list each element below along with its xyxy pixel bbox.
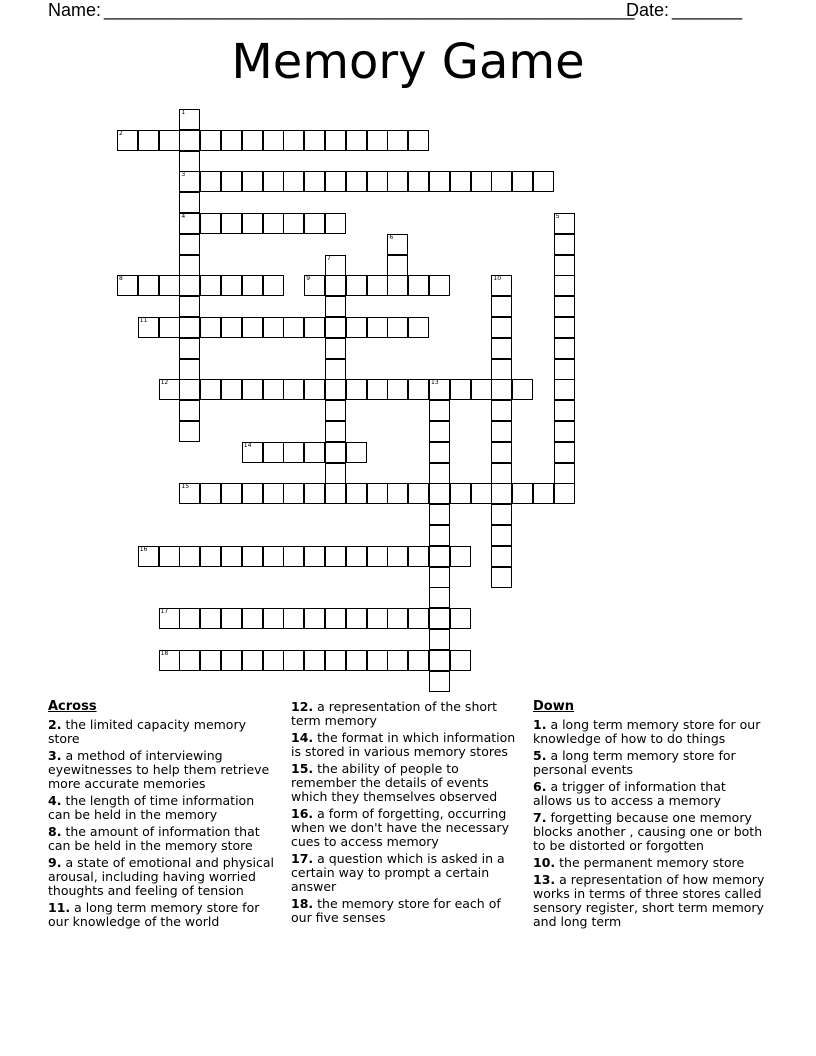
- grid-cell[interactable]: [387, 275, 408, 296]
- grid-cell[interactable]: [200, 379, 221, 400]
- grid-cell[interactable]: [179, 483, 200, 504]
- grid-cell[interactable]: [325, 463, 346, 484]
- grid-cell[interactable]: [117, 130, 138, 151]
- grid-cell[interactable]: [491, 379, 512, 400]
- grid-cell[interactable]: [512, 379, 533, 400]
- grid-cell[interactable]: [429, 483, 450, 504]
- grid-cell[interactable]: [429, 421, 450, 442]
- grid-cell[interactable]: [117, 275, 138, 296]
- grid-cell[interactable]: [554, 400, 575, 421]
- grid-cell[interactable]: [387, 171, 408, 192]
- grid-cell[interactable]: [429, 546, 450, 567]
- grid-cell[interactable]: [325, 608, 346, 629]
- grid-cell[interactable]: [554, 463, 575, 484]
- grid-cell[interactable]: [491, 275, 512, 296]
- across-heading: Across: [48, 699, 97, 714]
- grid-cell[interactable]: [367, 379, 388, 400]
- grid-cell[interactable]: [325, 171, 346, 192]
- grid-cell[interactable]: [221, 213, 242, 234]
- grid-cell[interactable]: [263, 650, 284, 671]
- clue-number: 13: [431, 379, 439, 387]
- grid-cell[interactable]: [304, 483, 325, 504]
- clue-number: 3: [181, 171, 186, 179]
- down-heading: Down: [533, 699, 574, 714]
- grid-cell[interactable]: [221, 130, 242, 151]
- grid-cell[interactable]: [408, 171, 429, 192]
- grid-cell[interactable]: [179, 359, 200, 380]
- grid-cell[interactable]: [179, 213, 200, 234]
- grid-cell[interactable]: [242, 130, 263, 151]
- grid-cell[interactable]: [325, 338, 346, 359]
- grid-cell[interactable]: [325, 213, 346, 234]
- grid-cell[interactable]: [159, 608, 180, 629]
- grid-cell[interactable]: [242, 213, 263, 234]
- grid-cell[interactable]: [554, 483, 575, 504]
- clue-number: 2: [119, 129, 123, 137]
- grid-cell[interactable]: [325, 379, 346, 400]
- grid-cell[interactable]: [408, 130, 429, 151]
- grid-cell[interactable]: [491, 359, 512, 380]
- grid-cell[interactable]: [554, 213, 575, 234]
- grid-cell[interactable]: [304, 442, 325, 463]
- grid-cell[interactable]: [408, 608, 429, 629]
- clue-number: 1: [181, 109, 186, 116]
- clue-down-6: 6. a trigger of information that allows us to access a memory: [533, 779, 726, 808]
- grid-cell[interactable]: [179, 171, 200, 192]
- grid-cell[interactable]: [491, 400, 512, 421]
- date-blank[interactable]: _______: [672, 0, 743, 20]
- grid-cell[interactable]: [263, 608, 284, 629]
- grid-cell[interactable]: [179, 151, 200, 172]
- grid-cell[interactable]: [179, 400, 200, 421]
- grid-cell[interactable]: [242, 483, 263, 504]
- grid-cell[interactable]: [450, 546, 471, 567]
- grid-cell[interactable]: [304, 650, 325, 671]
- grid-cell[interactable]: [429, 629, 450, 650]
- clue-down-1: 1. a long term memory store for our knowledge of how to do things: [533, 717, 761, 746]
- grid-cell[interactable]: [283, 317, 304, 338]
- grid-cell[interactable]: [283, 442, 304, 463]
- grid-cell[interactable]: [159, 650, 180, 671]
- clue-across-17: 17. a question which is asked in a certain way to prompt a certain answer: [291, 851, 505, 894]
- grid-cell[interactable]: [387, 130, 408, 151]
- grid-cell[interactable]: [325, 275, 346, 296]
- clue-number: 8: [119, 275, 123, 283]
- clue-number: 6: [389, 233, 394, 241]
- grid-cell[interactable]: [429, 400, 450, 421]
- grid-cell[interactable]: [179, 379, 200, 400]
- grid-cell[interactable]: [554, 296, 575, 317]
- grid-cell[interactable]: [304, 275, 325, 296]
- grid-cell[interactable]: [491, 442, 512, 463]
- grid-cell[interactable]: [283, 608, 304, 629]
- grid-cell[interactable]: [179, 130, 200, 151]
- grid-cell[interactable]: [242, 275, 263, 296]
- grid-cell[interactable]: [429, 587, 450, 608]
- grid-cell[interactable]: [325, 130, 346, 151]
- grid-cell[interactable]: [491, 463, 512, 484]
- grid-cell[interactable]: [429, 171, 450, 192]
- grid-cell[interactable]: [450, 483, 471, 504]
- grid-cell[interactable]: [367, 130, 388, 151]
- clue-across-14: 14. the format in which information is stored in various memory stores: [291, 730, 516, 759]
- grid-cell[interactable]: [263, 130, 284, 151]
- grid-cell[interactable]: [242, 608, 263, 629]
- grid-cell[interactable]: [221, 317, 242, 338]
- grid-cell[interactable]: [179, 275, 200, 296]
- grid-cell[interactable]: [346, 379, 367, 400]
- grid-cell[interactable]: [242, 317, 263, 338]
- grid-cell[interactable]: [346, 317, 367, 338]
- grid-cell[interactable]: [325, 255, 346, 276]
- grid-cell[interactable]: [346, 171, 367, 192]
- grid-cell[interactable]: [325, 359, 346, 380]
- grid-cell[interactable]: [242, 379, 263, 400]
- clue-across-9: 9. a state of emotional and physical arousal, including having worried thoughts and feeling of tension: [48, 855, 275, 898]
- grid-cell[interactable]: [304, 317, 325, 338]
- grid-cell[interactable]: [179, 192, 200, 213]
- grid-cell[interactable]: [367, 171, 388, 192]
- grid-cell[interactable]: [179, 109, 200, 130]
- grid-cell[interactable]: [387, 483, 408, 504]
- grid-cell[interactable]: [179, 234, 200, 255]
- grid-cell[interactable]: [491, 546, 512, 567]
- clue-across-2: 2. the limited capacity memory store: [48, 717, 246, 746]
- clue-across-8: 8. the amount of information that can be held in the memory store: [48, 824, 260, 853]
- grid-cell[interactable]: [283, 171, 304, 192]
- grid-cell[interactable]: [491, 171, 512, 192]
- grid-cell[interactable]: [554, 379, 575, 400]
- grid-cell[interactable]: [138, 130, 159, 151]
- grid-cell[interactable]: [554, 317, 575, 338]
- name-blank[interactable]: _____________________________________________________: [104, 0, 635, 20]
- grid-cell[interactable]: [367, 650, 388, 671]
- grid-cell[interactable]: [179, 317, 200, 338]
- grid-cell[interactable]: [283, 213, 304, 234]
- grid-cell[interactable]: [367, 483, 388, 504]
- grid-cell[interactable]: [242, 171, 263, 192]
- grid-cell[interactable]: [159, 317, 180, 338]
- grid-cell[interactable]: [408, 275, 429, 296]
- grid-cell[interactable]: [304, 171, 325, 192]
- grid-cell[interactable]: [179, 421, 200, 442]
- clue-down-5: 5. a long term memory store for personal events: [533, 748, 736, 777]
- grid-cell[interactable]: [325, 421, 346, 442]
- clue-number: 9: [306, 275, 311, 283]
- grid-cell[interactable]: [325, 400, 346, 421]
- grid-cell[interactable]: [200, 213, 221, 234]
- clue-down-7: 7. forgetting because one memory blocks another , causing one or both to be distorted or forgotten: [533, 810, 763, 853]
- clue-number: 7: [327, 254, 331, 262]
- grid-cell[interactable]: [138, 275, 159, 296]
- grid-cell[interactable]: [554, 442, 575, 463]
- grid-cell[interactable]: [159, 275, 180, 296]
- grid-cell[interactable]: [179, 296, 200, 317]
- clue-number: 15: [181, 483, 190, 491]
- grid-cell[interactable]: [221, 650, 242, 671]
- grid-cell[interactable]: [429, 463, 450, 484]
- grid-cell[interactable]: [283, 650, 304, 671]
- grid-cell[interactable]: [263, 317, 284, 338]
- grid-cell[interactable]: [491, 317, 512, 338]
- grid-cell[interactable]: [491, 483, 512, 504]
- grid-cell[interactable]: [408, 650, 429, 671]
- grid-cell[interactable]: [221, 171, 242, 192]
- grid-cell[interactable]: [554, 421, 575, 442]
- grid-cell[interactable]: [533, 483, 554, 504]
- grid-cell[interactable]: [200, 650, 221, 671]
- grid-cell[interactable]: [283, 130, 304, 151]
- across-clues-col1: [48, 700, 276, 932]
- grid-cell[interactable]: [179, 608, 200, 629]
- grid-cell[interactable]: [429, 504, 450, 525]
- grid-cell[interactable]: [325, 442, 346, 463]
- clue-across-3: 3. a method of interviewing eyewitnesses to help them retrieve more accurate memories: [48, 748, 270, 791]
- grid-cell[interactable]: [200, 483, 221, 504]
- grid-cell[interactable]: [367, 608, 388, 629]
- clue-number: 14: [243, 441, 252, 449]
- grid-cell[interactable]: [200, 130, 221, 151]
- clue-number: 12: [160, 379, 169, 387]
- grid-cell[interactable]: [242, 546, 263, 567]
- clue-across-18: 18. the memory store for each of our five senses: [291, 896, 501, 925]
- grid-cell[interactable]: [325, 483, 346, 504]
- grid-cell[interactable]: [179, 650, 200, 671]
- clue-across-4: 4. the length of time information can be held in the memory: [48, 793, 255, 822]
- grid-cell[interactable]: [429, 525, 450, 546]
- grid-cell[interactable]: [179, 546, 200, 567]
- grid-cell[interactable]: [263, 483, 284, 504]
- grid-cell[interactable]: [471, 483, 492, 504]
- grid-cell[interactable]: [304, 213, 325, 234]
- grid-cell[interactable]: [512, 171, 533, 192]
- grid-cell[interactable]: [263, 379, 284, 400]
- clue-number: 17: [160, 608, 169, 616]
- grid-cell[interactable]: [491, 504, 512, 525]
- page-title: Memory Game: [231, 34, 585, 90]
- grid-cell[interactable]: [429, 671, 450, 692]
- grid-cell[interactable]: [346, 650, 367, 671]
- clue-down-13: 13. a representation of how memory works in terms of three stores called sensory register, short term memory and long term: [533, 872, 765, 929]
- grid-cell[interactable]: [387, 379, 408, 400]
- grid-cell[interactable]: [554, 338, 575, 359]
- grid-cell[interactable]: [138, 546, 159, 567]
- grid-cell[interactable]: [304, 379, 325, 400]
- grid-cell[interactable]: [346, 130, 367, 151]
- grid-cell[interactable]: [491, 338, 512, 359]
- grid-cell[interactable]: [387, 317, 408, 338]
- grid-cell[interactable]: [533, 171, 554, 192]
- grid-cell[interactable]: [200, 608, 221, 629]
- grid-cell[interactable]: [200, 317, 221, 338]
- grid-cell[interactable]: [408, 546, 429, 567]
- clue-down-10: 10. the permanent memory store: [533, 855, 745, 870]
- grid-cell[interactable]: [200, 275, 221, 296]
- grid-cell[interactable]: [179, 255, 200, 276]
- grid-cell[interactable]: [450, 379, 471, 400]
- grid-cell[interactable]: [325, 317, 346, 338]
- grid-cell[interactable]: [325, 546, 346, 567]
- clue-across-16: 16. a form of forgetting, occurring when we don't have the necessary cues to access memory: [291, 806, 509, 849]
- grid-cell[interactable]: [242, 442, 263, 463]
- grid-cell[interactable]: [471, 171, 492, 192]
- clue-number: 16: [139, 545, 148, 553]
- grid-cell[interactable]: [263, 213, 284, 234]
- grid-cell[interactable]: [179, 338, 200, 359]
- grid-cell[interactable]: [512, 483, 533, 504]
- date-label: Date:: [626, 0, 670, 20]
- grid-cell[interactable]: [554, 275, 575, 296]
- grid-cell[interactable]: [263, 442, 284, 463]
- grid-cell[interactable]: [221, 546, 242, 567]
- clue-number: 4: [181, 213, 186, 220]
- grid-cell[interactable]: [283, 546, 304, 567]
- grid-cell[interactable]: [554, 359, 575, 380]
- clue-number: 18: [160, 649, 169, 657]
- clue-across-12: 12. a representation of the short term memory: [291, 699, 498, 728]
- grid-cell[interactable]: [387, 608, 408, 629]
- grid-cell[interactable]: [346, 275, 367, 296]
- grid-cell[interactable]: [387, 234, 408, 255]
- grid-cell[interactable]: [387, 255, 408, 276]
- clue-across-15: 15. the ability of people to remember the details of events which they themselves observed: [291, 761, 498, 804]
- grid-cell[interactable]: [325, 296, 346, 317]
- grid-cell[interactable]: [450, 608, 471, 629]
- grid-cell[interactable]: [429, 442, 450, 463]
- grid-cell[interactable]: [367, 546, 388, 567]
- clue-number: 10: [493, 275, 502, 283]
- grid-cell[interactable]: [471, 379, 492, 400]
- clue-across-11: 11. a long term memory store for our knowledge of the world: [48, 900, 260, 929]
- grid-cell[interactable]: [429, 608, 450, 629]
- grid-cell[interactable]: [387, 546, 408, 567]
- grid-cell[interactable]: [429, 567, 450, 588]
- grid-cell[interactable]: [429, 275, 450, 296]
- grid-cell[interactable]: [221, 379, 242, 400]
- grid-cell[interactable]: [263, 546, 284, 567]
- grid-cell[interactable]: [304, 130, 325, 151]
- clue-number: 5: [555, 213, 560, 220]
- grid-cell[interactable]: [242, 650, 263, 671]
- grid-cell[interactable]: [346, 483, 367, 504]
- grid-cell[interactable]: [450, 650, 471, 671]
- grid-cell[interactable]: [408, 379, 429, 400]
- grid-cell[interactable]: [221, 608, 242, 629]
- grid-cell[interactable]: [283, 483, 304, 504]
- grid-cell[interactable]: [263, 275, 284, 296]
- grid-cell[interactable]: [429, 379, 450, 400]
- grid-cell[interactable]: [138, 317, 159, 338]
- grid-cell[interactable]: [367, 317, 388, 338]
- grid-cell[interactable]: [304, 608, 325, 629]
- grid-cell[interactable]: [159, 379, 180, 400]
- grid-cell[interactable]: [491, 525, 512, 546]
- grid-cell[interactable]: [346, 442, 367, 463]
- grid-cell[interactable]: [346, 546, 367, 567]
- grid-cell[interactable]: [367, 275, 388, 296]
- grid-cell[interactable]: [263, 171, 284, 192]
- grid-cell[interactable]: [159, 130, 180, 151]
- grid-cell[interactable]: [429, 650, 450, 671]
- grid-cell[interactable]: [450, 171, 471, 192]
- grid-cell[interactable]: [491, 296, 512, 317]
- grid-cell[interactable]: [304, 546, 325, 567]
- grid-cell[interactable]: [159, 546, 180, 567]
- across-clues-col2: [291, 700, 517, 928]
- grid-cell[interactable]: [408, 317, 429, 338]
- grid-cell[interactable]: [221, 275, 242, 296]
- grid-cell[interactable]: [554, 255, 575, 276]
- grid-cell[interactable]: [491, 421, 512, 442]
- grid-cell[interactable]: [554, 234, 575, 255]
- grid-cell[interactable]: [491, 567, 512, 588]
- grid-cell[interactable]: [200, 171, 221, 192]
- grid-cell[interactable]: [408, 483, 429, 504]
- grid-cell[interactable]: [283, 379, 304, 400]
- grid-cell[interactable]: [200, 546, 221, 567]
- name-label: Name:: [48, 0, 102, 20]
- grid-cell[interactable]: [346, 608, 367, 629]
- grid-cell[interactable]: [325, 650, 346, 671]
- grid-cell[interactable]: [221, 483, 242, 504]
- clue-number: 11: [139, 317, 148, 324]
- down-clues-col: [533, 700, 765, 932]
- grid-cell[interactable]: [387, 650, 408, 671]
